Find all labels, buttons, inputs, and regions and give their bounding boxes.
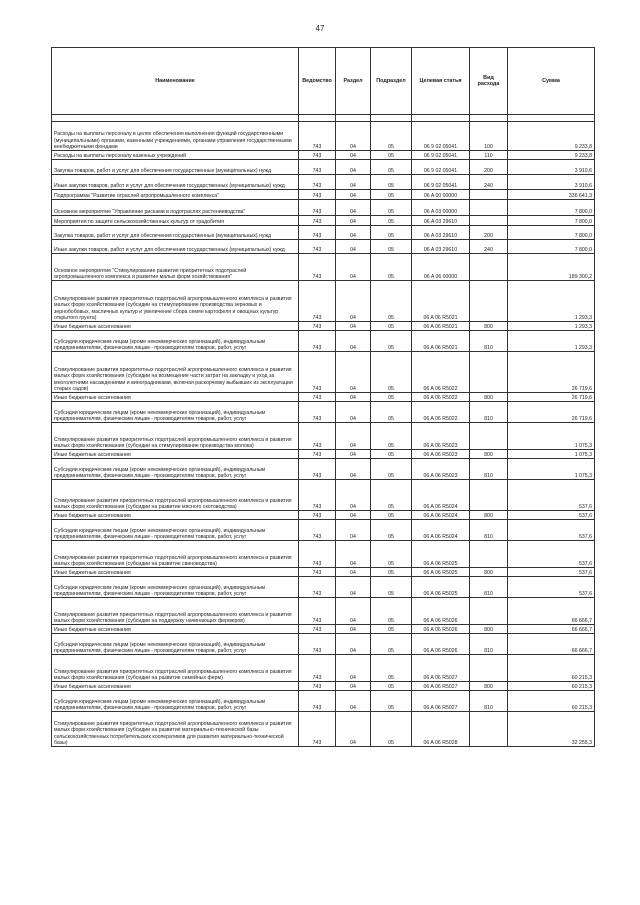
cell-razd: 04 <box>336 175 371 190</box>
table-row <box>52 450 595 459</box>
cell-vr: 810 <box>470 402 508 423</box>
cell-cs: 06 9 02 05041 <box>412 122 470 151</box>
cell-sum: 26 719,6 <box>508 402 595 423</box>
cell-ved: 743 <box>299 226 336 240</box>
cell-sum: 537,6 <box>508 480 595 511</box>
cell-vr <box>470 190 508 200</box>
table-row <box>52 160 595 175</box>
table-row <box>52 682 595 691</box>
cell-sum: 537,6 <box>508 520 595 541</box>
cell-razd: 04 <box>336 216 371 226</box>
cell-ved: 743 <box>299 254 336 281</box>
cell-podr: 05 <box>371 712 412 747</box>
cell-cs: 06 A 06 R5026 <box>412 625 470 634</box>
cell-sum: 1 075,3 <box>508 459 595 480</box>
table-row <box>52 151 595 160</box>
cell-ved: 743 <box>299 175 336 190</box>
cell-razd: 04 <box>336 712 371 747</box>
cell-ved: 743 <box>299 322 336 331</box>
cell-name: Субсидии юридическим лицам (кроме некоммерческих организаций), индивидуальным предпринимателям, физическим лицам - производителям товаров, работ, услуг <box>52 520 299 541</box>
cell-podr: 05 <box>371 682 412 691</box>
cell-name: Основное мероприятие "Управление рисками в подотраслях растениеводства" <box>52 200 299 216</box>
cell-name: Стимулирование развития приоритетных подотраслей агропромышленного комплекса и развития малых форм хозяйствования (субсидии на стимулирование производства зерновых и зернобобовых, масличных культур и увеличение сбора семян картофеля и овощных культур открытого грунта) <box>52 281 299 322</box>
cell-name: Расходы на выплаты персоналу казенных учреждений <box>52 151 299 160</box>
cell-ved: 743 <box>299 122 336 151</box>
cell-vr <box>470 254 508 281</box>
cell-sum: 60 215,3 <box>508 655 595 682</box>
cell-podr: 05 <box>371 151 412 160</box>
cell-cs: 06 A 06 R5025 <box>412 568 470 577</box>
cell-sum: 1 075,3 <box>508 450 595 459</box>
cell-ved: 743 <box>299 520 336 541</box>
cell-name: Иные бюджетные ассигнования <box>52 682 299 691</box>
cell-cs: 06 A 06 R5024 <box>412 520 470 541</box>
cell-name: Стимулирование развития приоритетных подотраслей агропромышленного комплекса и развития малых форм хозяйствования (субсидии на развитие мясного скотоводства) <box>52 480 299 511</box>
cell-ved: 743 <box>299 511 336 520</box>
cell-cs: 06 A 06 R5025 <box>412 541 470 568</box>
table-header-row <box>52 48 595 115</box>
cell-ved: 743 <box>299 393 336 402</box>
cell-sum: 60 215,3 <box>508 691 595 712</box>
table-row <box>52 568 595 577</box>
table-row <box>52 200 595 216</box>
table-row <box>52 577 595 598</box>
cell-name: Иные бюджетные ассигнования <box>52 322 299 331</box>
cell-sum: 189 300,2 <box>508 254 595 281</box>
table-row <box>52 216 595 226</box>
cell-razd: 04 <box>336 511 371 520</box>
cell-sum: 537,6 <box>508 577 595 598</box>
cell-name: Стимулирование развития приоритетных подотраслей агропромышленного комплекса и развития малых форм хозяйствования (субсидии на стимулирование производства молока) <box>52 423 299 450</box>
cell-podr: 05 <box>371 175 412 190</box>
cell-ved: 743 <box>299 577 336 598</box>
cell-vr: 810 <box>470 577 508 598</box>
cell-name: Субсидии юридическим лицам (кроме некоммерческих организаций), индивидуальным предпринимателям, физическим лицам - производителям товаров, работ, услуг <box>52 691 299 712</box>
cell-vr <box>470 200 508 216</box>
cell-ved: 743 <box>299 151 336 160</box>
cell-razd: 04 <box>336 226 371 240</box>
cell-podr: 05 <box>371 393 412 402</box>
cell-cs: 06 A 06 R5021 <box>412 322 470 331</box>
cell-ved: 743 <box>299 712 336 747</box>
cell-razd: 04 <box>336 423 371 450</box>
header-sum: Сумма <box>508 48 595 115</box>
table-row <box>52 331 595 352</box>
cell-vr <box>470 281 508 322</box>
cell-ved: 743 <box>299 200 336 216</box>
cell-cs: 06 A 03 00000 <box>412 200 470 216</box>
budget-table <box>51 47 595 747</box>
cell-ved: 743 <box>299 402 336 423</box>
cell-podr: 05 <box>371 598 412 625</box>
cell-sum: 60 215,3 <box>508 682 595 691</box>
cell-sum: 26 719,6 <box>508 352 595 393</box>
table-body <box>52 122 595 747</box>
cell-razd: 04 <box>336 634 371 655</box>
cell-name: Иные бюджетные ассигнования <box>52 393 299 402</box>
cell-vr <box>470 423 508 450</box>
cell-podr: 05 <box>371 541 412 568</box>
cell-razd: 04 <box>336 160 371 175</box>
cell-ved: 743 <box>299 331 336 352</box>
cell-name: Расходы на выплаты персоналу в целях обеспечения выполнения функций государственными (муниципальными) органами, казенными учреждениями, органами управления государственными внебюджетными фондами <box>52 122 299 151</box>
cell-name: Стимулирование развития приоритетных подотраслей агропромышленного комплекса и развития малых форм хозяйствования (субсидии на развитие свиноводства) <box>52 541 299 568</box>
cell-razd: 04 <box>336 568 371 577</box>
cell-ved: 743 <box>299 691 336 712</box>
cell-vr: 810 <box>470 520 508 541</box>
cell-vr: 810 <box>470 459 508 480</box>
cell-name: Основное мероприятие "Стимулирование развития приоритетных подотраслей агропромышленного комплекса и развитие малых форм хозяйствования" <box>52 254 299 281</box>
cell-name: Субсидии юридическим лицам (кроме некоммерческих организаций), индивидуальным предпринимателям, физическим лицам - производителям товаров, работ, услуг <box>52 331 299 352</box>
cell-podr: 05 <box>371 322 412 331</box>
cell-cs: 06 A 06 R5022 <box>412 352 470 393</box>
cell-razd: 04 <box>336 254 371 281</box>
cell-sum: 537,6 <box>508 511 595 520</box>
cell-razd: 04 <box>336 190 371 200</box>
cell-name: Иные бюджетные ассигнования <box>52 511 299 520</box>
table-row <box>52 691 595 712</box>
cell-cs: 06 A 06 R5026 <box>412 634 470 655</box>
cell-name: Иные бюджетные ассигнования <box>52 568 299 577</box>
cell-cs: 06 A 03 29610 <box>412 216 470 226</box>
cell-vr: 240 <box>470 240 508 254</box>
cell-vr <box>470 352 508 393</box>
table-row <box>52 712 595 747</box>
cell-sum: 3 910,6 <box>508 160 595 175</box>
table-row <box>52 352 595 393</box>
cell-sum: 7 800,0 <box>508 240 595 254</box>
cell-cs: 06 A 03 29610 <box>412 240 470 254</box>
table-row <box>52 240 595 254</box>
table-row <box>52 511 595 520</box>
cell-podr: 05 <box>371 402 412 423</box>
cell-sum: 66 666,7 <box>508 598 595 625</box>
cell-podr: 05 <box>371 634 412 655</box>
cell-cs: 06 A 06 R5023 <box>412 459 470 480</box>
table-row <box>52 655 595 682</box>
cell-name: Субсидии юридическим лицам (кроме некоммерческих организаций), индивидуальным предпринимателям, физическим лицам - производителям товаров, работ, услуг <box>52 634 299 655</box>
cell-podr: 05 <box>371 450 412 459</box>
cell-cs: 06 A 06 R5027 <box>412 691 470 712</box>
cell-vr: 110 <box>470 151 508 160</box>
cell-vr <box>470 598 508 625</box>
cell-name: Мероприятия по защите сельскохозяйственных культур от градобития <box>52 216 299 226</box>
cell-razd: 04 <box>336 541 371 568</box>
cell-razd: 04 <box>336 200 371 216</box>
cell-cs: 06 A 03 29610 <box>412 226 470 240</box>
table-row <box>52 459 595 480</box>
cell-vr: 810 <box>470 634 508 655</box>
cell-podr: 05 <box>371 480 412 511</box>
cell-razd: 04 <box>336 598 371 625</box>
cell-vr: 800 <box>470 625 508 634</box>
cell-ved: 743 <box>299 450 336 459</box>
cell-sum: 26 719,6 <box>508 393 595 402</box>
cell-cs: 06 A 06 R5025 <box>412 577 470 598</box>
cell-podr: 05 <box>371 160 412 175</box>
cell-ved: 743 <box>299 423 336 450</box>
cell-razd: 04 <box>336 459 371 480</box>
cell-ved: 743 <box>299 281 336 322</box>
cell-name: Субсидии юридическим лицам (кроме некоммерческих организаций), индивидуальным предпринимателям, физическим лицам - производителям товаров, работ, услуг <box>52 577 299 598</box>
cell-vr <box>470 655 508 682</box>
cell-razd: 04 <box>336 151 371 160</box>
cell-sum: 66 666,7 <box>508 625 595 634</box>
cell-razd: 04 <box>336 240 371 254</box>
cell-ved: 743 <box>299 190 336 200</box>
cell-podr: 05 <box>371 625 412 634</box>
cell-razd: 04 <box>336 450 371 459</box>
cell-podr: 05 <box>371 423 412 450</box>
cell-podr: 05 <box>371 226 412 240</box>
cell-vr: 800 <box>470 393 508 402</box>
cell-sum: 537,6 <box>508 541 595 568</box>
table-row <box>52 393 595 402</box>
cell-razd: 04 <box>336 122 371 151</box>
cell-podr: 05 <box>371 216 412 226</box>
table-row <box>52 254 595 281</box>
cell-vr: 800 <box>470 322 508 331</box>
cell-razd: 04 <box>336 682 371 691</box>
table-row <box>52 122 595 151</box>
cell-vr <box>470 712 508 747</box>
header-name: Наименование <box>52 48 299 115</box>
cell-sum: 9 233,8 <box>508 151 595 160</box>
header-target-article: Целевая статья <box>412 48 470 115</box>
cell-ved: 743 <box>299 541 336 568</box>
cell-ved: 743 <box>299 216 336 226</box>
cell-vr: 810 <box>470 331 508 352</box>
cell-ved: 743 <box>299 682 336 691</box>
page-number: 47 <box>315 24 325 33</box>
cell-ved: 743 <box>299 240 336 254</box>
header-expense-type: Вид расхода <box>470 48 508 115</box>
cell-razd: 04 <box>336 480 371 511</box>
cell-cs: 06 9 02 05041 <box>412 160 470 175</box>
cell-name: Закупка товаров, работ и услуг для обеспечения государственных (муниципальных) нужд <box>52 226 299 240</box>
cell-vr: 810 <box>470 691 508 712</box>
table-row <box>52 402 595 423</box>
cell-razd: 04 <box>336 352 371 393</box>
cell-sum: 3 910,6 <box>508 175 595 190</box>
cell-sum: 7 800,0 <box>508 226 595 240</box>
cell-vr: 200 <box>470 160 508 175</box>
cell-cs: 06 A 06 R5022 <box>412 393 470 402</box>
cell-sum: 7 800,0 <box>508 200 595 216</box>
cell-ved: 743 <box>299 625 336 634</box>
cell-podr: 05 <box>371 655 412 682</box>
header-vedomstvo: Ведомство <box>299 48 336 115</box>
cell-vr: 240 <box>470 175 508 190</box>
cell-podr: 05 <box>371 122 412 151</box>
cell-cs: 06 A 06 R5024 <box>412 480 470 511</box>
cell-vr <box>470 541 508 568</box>
cell-cs: 06 A 00 00000 <box>412 190 470 200</box>
cell-cs: 06 A 06 R5027 <box>412 655 470 682</box>
cell-name: Субсидии юридическим лицам (кроме некоммерческих организаций), индивидуальным предпринимателям, физическим лицам - производителям товаров, работ, услуг <box>52 459 299 480</box>
cell-ved: 743 <box>299 160 336 175</box>
cell-podr: 05 <box>371 240 412 254</box>
cell-vr: 800 <box>470 682 508 691</box>
cell-vr: 800 <box>470 511 508 520</box>
cell-name: Иные бюджетные ассигнования <box>52 625 299 634</box>
cell-sum: 66 666,7 <box>508 634 595 655</box>
cell-sum: 1 075,3 <box>508 423 595 450</box>
cell-vr: 800 <box>470 568 508 577</box>
cell-vr: 200 <box>470 226 508 240</box>
table-row <box>52 520 595 541</box>
cell-cs: 06 A 06 R5021 <box>412 281 470 322</box>
cell-podr: 05 <box>371 520 412 541</box>
table-row <box>52 541 595 568</box>
cell-cs: 06 9 02 05041 <box>412 151 470 160</box>
cell-razd: 04 <box>336 393 371 402</box>
cell-razd: 04 <box>336 520 371 541</box>
cell-name: Субсидии юридическим лицам (кроме некоммерческих организаций), индивидуальным предпринимателям, физическим лицам - производителям товаров, работ, услуг <box>52 402 299 423</box>
table-row <box>52 281 595 322</box>
cell-cs: 06 A 06 R5021 <box>412 331 470 352</box>
cell-vr: 100 <box>470 122 508 151</box>
cell-vr <box>470 216 508 226</box>
cell-ved: 743 <box>299 480 336 511</box>
header-spacer-row <box>52 115 595 122</box>
cell-razd: 04 <box>336 402 371 423</box>
cell-name: Стимулирование развития приоритетных подотраслей агропромышленного комплекса и развития малых форм хозяйствования (субсидии на развитие материально-технической базы сельскохозяйственных потребительских кооперативов для развития материально-технической базы) <box>52 712 299 747</box>
cell-cs: 06 A 06 00000 <box>412 254 470 281</box>
cell-sum: 7 800,0 <box>508 216 595 226</box>
cell-podr: 05 <box>371 352 412 393</box>
header-razdel: Раздел <box>336 48 371 115</box>
cell-razd: 04 <box>336 577 371 598</box>
cell-name: Иные закупки товаров, работ и услуг для обеспечения государственных (муниципальных) нужд <box>52 175 299 190</box>
cell-ved: 743 <box>299 568 336 577</box>
cell-name: Подпрограмма "Развитие отраслей агропромышленного комплекса" <box>52 190 299 200</box>
cell-podr: 05 <box>371 254 412 281</box>
table-row <box>52 598 595 625</box>
cell-cs: 06 A 06 R5022 <box>412 402 470 423</box>
cell-razd: 04 <box>336 625 371 634</box>
cell-razd: 04 <box>336 331 371 352</box>
table-row <box>52 322 595 331</box>
table-row <box>52 190 595 200</box>
cell-name: Иные бюджетные ассигнования <box>52 450 299 459</box>
cell-sum: 32 255,3 <box>508 712 595 747</box>
cell-vr: 800 <box>470 450 508 459</box>
cell-vr <box>470 480 508 511</box>
cell-podr: 05 <box>371 691 412 712</box>
cell-podr: 05 <box>371 331 412 352</box>
header-podrazdel: Подраздел <box>371 48 412 115</box>
cell-name: Закупка товаров, работ и услуг для обеспечения государственных (муниципальных) нужд <box>52 160 299 175</box>
cell-podr: 05 <box>371 200 412 216</box>
cell-razd: 04 <box>336 691 371 712</box>
cell-razd: 04 <box>336 655 371 682</box>
cell-razd: 04 <box>336 281 371 322</box>
cell-sum: 336 641,3 <box>508 190 595 200</box>
cell-name: Иные закупки товаров, работ и услуг для обеспечения государственных (муниципальных) нужд <box>52 240 299 254</box>
cell-cs: 06 A 06 R5026 <box>412 598 470 625</box>
table-row <box>52 175 595 190</box>
cell-sum: 1 293,3 <box>508 281 595 322</box>
cell-name: Стимулирование развития приоритетных подотраслей агропромышленного комплекса и развития малых форм хозяйствования (субсидии на развитие семейных ферм) <box>52 655 299 682</box>
cell-sum: 1 293,3 <box>508 322 595 331</box>
table-row <box>52 226 595 240</box>
cell-name: Стимулирование развития приоритетных подотраслей агропромышленного комплекса и развития малых форм хозяйствования (субсидии на возмещение части затрат на закладку и уход за многолетними насаждениями и виноградниками, включая раскорчевку выбывших из эксплуатации старых садов) <box>52 352 299 393</box>
cell-name: Стимулирование развития приоритетных подотраслей агропромышленного комплекса и развития малых форм хозяйствования (субсидии на поддержку начинающих фермеров) <box>52 598 299 625</box>
cell-sum: 9 233,8 <box>508 122 595 151</box>
cell-podr: 05 <box>371 459 412 480</box>
cell-cs: 06 A 06 R5028 <box>412 712 470 747</box>
cell-sum: 537,6 <box>508 568 595 577</box>
cell-ved: 743 <box>299 598 336 625</box>
cell-razd: 04 <box>336 322 371 331</box>
cell-podr: 05 <box>371 281 412 322</box>
table-row <box>52 423 595 450</box>
cell-podr: 05 <box>371 568 412 577</box>
cell-sum: 1 293,3 <box>508 331 595 352</box>
cell-cs: 06 A 06 R5023 <box>412 423 470 450</box>
cell-ved: 743 <box>299 655 336 682</box>
cell-ved: 743 <box>299 634 336 655</box>
cell-cs: 06 9 02 05041 <box>412 175 470 190</box>
cell-podr: 05 <box>371 577 412 598</box>
cell-ved: 743 <box>299 352 336 393</box>
table-row <box>52 625 595 634</box>
cell-cs: 06 A 06 R5027 <box>412 682 470 691</box>
table-row <box>52 634 595 655</box>
cell-podr: 05 <box>371 511 412 520</box>
cell-cs: 06 A 06 R5023 <box>412 450 470 459</box>
table-row <box>52 480 595 511</box>
cell-podr: 05 <box>371 190 412 200</box>
cell-ved: 743 <box>299 459 336 480</box>
cell-cs: 06 A 06 R5024 <box>412 511 470 520</box>
